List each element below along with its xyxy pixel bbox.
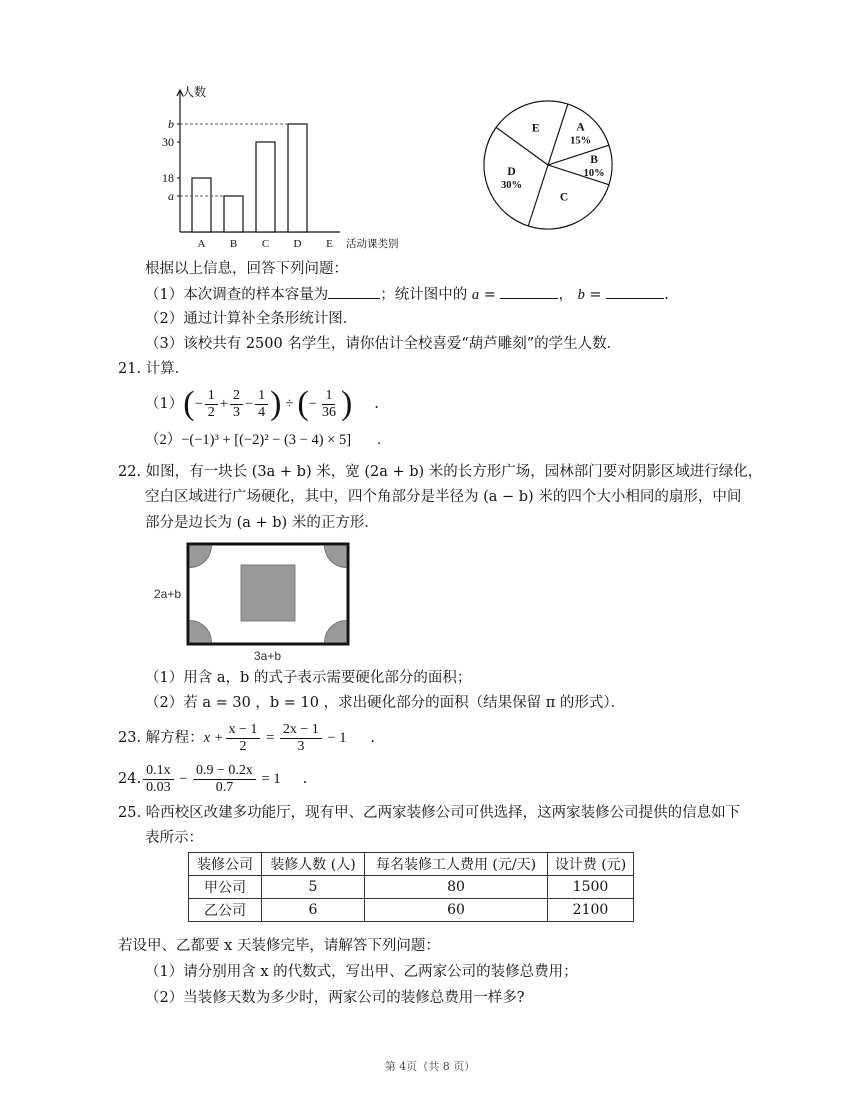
table-row xyxy=(189,876,634,899)
fraction xyxy=(255,388,268,421)
q20-part1-text2: ；统计图中的 xyxy=(380,287,468,303)
fraction xyxy=(193,763,256,796)
paren-close: ) xyxy=(340,385,353,422)
center-square xyxy=(241,565,295,621)
paren-open: ( xyxy=(297,385,309,422)
denominator: 0.03 xyxy=(146,779,171,795)
q23-equation xyxy=(118,718,375,758)
table-header-cell: 装修公司 xyxy=(189,853,262,876)
side-length-label: 2a+b xyxy=(154,587,182,601)
q22-part1: （1）用含 a，b 的式子表示需要硬化部分的面积； xyxy=(145,670,472,686)
table-cell: 80 xyxy=(365,876,548,899)
var-a: a xyxy=(471,287,480,303)
numerator: 0.9 − 0.2x xyxy=(193,763,256,780)
x-tick-label: B xyxy=(229,238,238,250)
q21-part1 xyxy=(145,384,379,424)
pie-label: C xyxy=(559,191,569,204)
q22-line1: 22. 如图，有一块长 (3a + b) 米，宽 (2a + b) 米的长方形广场，园林部门要对阴影区域进行绿化， xyxy=(118,464,763,480)
q23-heading: 23. 解方程： xyxy=(118,730,204,746)
q21-part2 xyxy=(145,430,381,450)
table-cell: 1500 xyxy=(548,876,634,899)
pie-label: B xyxy=(590,154,598,166)
pie-percent-label: 10% xyxy=(583,168,605,179)
y-tick-label: 30 xyxy=(162,135,174,149)
fraction xyxy=(280,722,322,755)
bar-B xyxy=(224,196,243,232)
divide-sign: ÷ xyxy=(285,396,294,412)
plaza-figure xyxy=(150,540,360,665)
y-tick-label: b xyxy=(168,117,174,131)
denominator: 36 xyxy=(321,404,336,420)
numerator: 1 xyxy=(255,388,268,405)
denominator: 2 xyxy=(207,404,215,420)
fraction xyxy=(226,722,261,755)
denominator: 4 xyxy=(258,404,266,420)
numerator: 1 xyxy=(322,388,335,405)
minus-sign: − xyxy=(175,771,191,787)
table-cell: 甲公司 xyxy=(189,876,262,899)
part-label: （1） xyxy=(145,396,184,412)
q21-heading: 21. 计算． xyxy=(118,361,190,377)
table-header-row xyxy=(189,853,634,876)
pie-chart xyxy=(478,95,618,235)
numerator: 0.1x xyxy=(143,763,174,780)
fraction xyxy=(205,388,218,421)
period: . xyxy=(370,730,376,746)
bar-C xyxy=(256,142,275,232)
numerator: x − 1 xyxy=(226,722,261,739)
denominator: 3 xyxy=(232,404,240,420)
q22-part2: （2）若 a = 30 ，b = 10 ，求出硬化部分的面积（结果保留 π 的形式）． xyxy=(145,695,626,711)
q20-intro: 根据以上信息，回答下列问题： xyxy=(145,261,348,277)
q22-line2: 空白区域进行广场硬化，其中，四个角部分是半径为 (a − b) 米的四个大小相同的扇形，中间 xyxy=(145,489,742,505)
q24-heading: 24. xyxy=(118,771,142,787)
comma: ， xyxy=(558,287,573,303)
table-header-cell: 装修人数 (人) xyxy=(262,853,365,876)
q20-part3: （3）该校共有 2500 名学生，请你估计全校喜爱“葫芦雕刻”的学生人数． xyxy=(145,336,622,352)
period: . xyxy=(302,771,308,787)
paren-open: ( xyxy=(183,385,195,422)
pie-percent-label: 30% xyxy=(500,179,522,191)
table-cell: 2100 xyxy=(548,899,634,922)
table-cell: 6 xyxy=(262,899,365,922)
q24-equation xyxy=(118,759,307,799)
page-footer: 第 4页（共 8 页） xyxy=(384,1060,476,1073)
bottom-length-label: 3a+b xyxy=(254,649,282,663)
q22-line3: 部分是边长为 (a + b) 米的正方形． xyxy=(145,515,379,531)
term: = 1 xyxy=(257,771,281,787)
numerator: 2x − 1 xyxy=(280,722,322,739)
period: . xyxy=(374,396,379,412)
equals-sign: = xyxy=(584,287,607,303)
y-tick-label: a xyxy=(168,189,174,203)
expression: −(−1)³ + [(−2)² − (3 − 4) × 5] xyxy=(181,432,352,448)
pie-label: A xyxy=(576,121,585,134)
numerator: 1 xyxy=(205,388,218,405)
period: . xyxy=(377,432,381,448)
equals-sign: = xyxy=(479,287,501,303)
table-cell: 5 xyxy=(262,876,365,899)
var-b: b xyxy=(577,287,585,303)
x-tick-label: A xyxy=(197,238,206,250)
answer-blank-b[interactable] xyxy=(606,284,664,299)
denominator: 2 xyxy=(239,738,247,754)
table-header-cell: 设计费 (元) xyxy=(548,853,634,876)
bar-chart xyxy=(150,82,430,257)
q20-part1 xyxy=(145,284,669,305)
y-tick-label: 18 xyxy=(162,171,174,185)
answer-blank-a[interactable] xyxy=(500,284,558,299)
bar-D xyxy=(288,124,307,232)
x-tick-label: E xyxy=(326,238,333,250)
part-label: （2） xyxy=(145,432,182,448)
y-axis-title: 人数 xyxy=(182,85,207,99)
plus-sign: + xyxy=(219,396,228,412)
table-row xyxy=(189,899,634,922)
pie-label: D xyxy=(507,165,516,178)
cost-table xyxy=(188,852,634,922)
table-header-cell: 每名装修工人费用 (元/天) xyxy=(365,853,548,876)
denominator: 3 xyxy=(297,738,305,754)
minus-sign: − xyxy=(308,396,317,412)
q25-part2: （2）当装修天数为多少时，两家公司的装修总费用一样多? xyxy=(145,990,525,1006)
fraction xyxy=(230,388,243,421)
q25-line1: 25. 哈西校区改建多功能厅，现有甲、乙两家装修公司可供选择，这两家装修公司提供的信息如下 xyxy=(118,805,741,821)
q25-part1: （1）请分别用含 x 的代数式，写出甲、乙两家公司的装修总费用； xyxy=(145,964,578,980)
x-tick-label: D xyxy=(293,238,302,250)
equals-sign: = xyxy=(262,730,278,746)
q25-line2: 表所示： xyxy=(145,830,203,846)
paren-close: ) xyxy=(270,385,282,422)
term: − 1 xyxy=(323,730,347,746)
q20-part2: （2）通过计算补全条形统计图． xyxy=(145,311,358,327)
minus-sign: − xyxy=(194,396,203,412)
pie-label: E xyxy=(531,122,540,135)
numerator: 2 xyxy=(230,388,243,405)
x-tick-label: C xyxy=(261,238,270,250)
q25-assumption: 若设甲、乙都要 x 天装修完毕，请解答下列问题： xyxy=(118,938,440,954)
bar-A xyxy=(192,178,211,232)
period: . xyxy=(664,287,669,303)
table-cell: 乙公司 xyxy=(189,899,262,922)
x-axis-title: 活动课类别 xyxy=(346,238,399,250)
q20-part1-text: （1）本次调查的样本容量为 xyxy=(145,287,329,303)
fraction xyxy=(143,763,174,796)
minus-sign: − xyxy=(244,396,254,412)
term: x + xyxy=(203,730,224,746)
fraction xyxy=(319,388,339,421)
table-cell: 60 xyxy=(365,899,548,922)
answer-blank-sample-size[interactable] xyxy=(328,284,380,299)
pie-percent-label: 15% xyxy=(570,135,592,147)
denominator: 0.7 xyxy=(215,779,234,795)
